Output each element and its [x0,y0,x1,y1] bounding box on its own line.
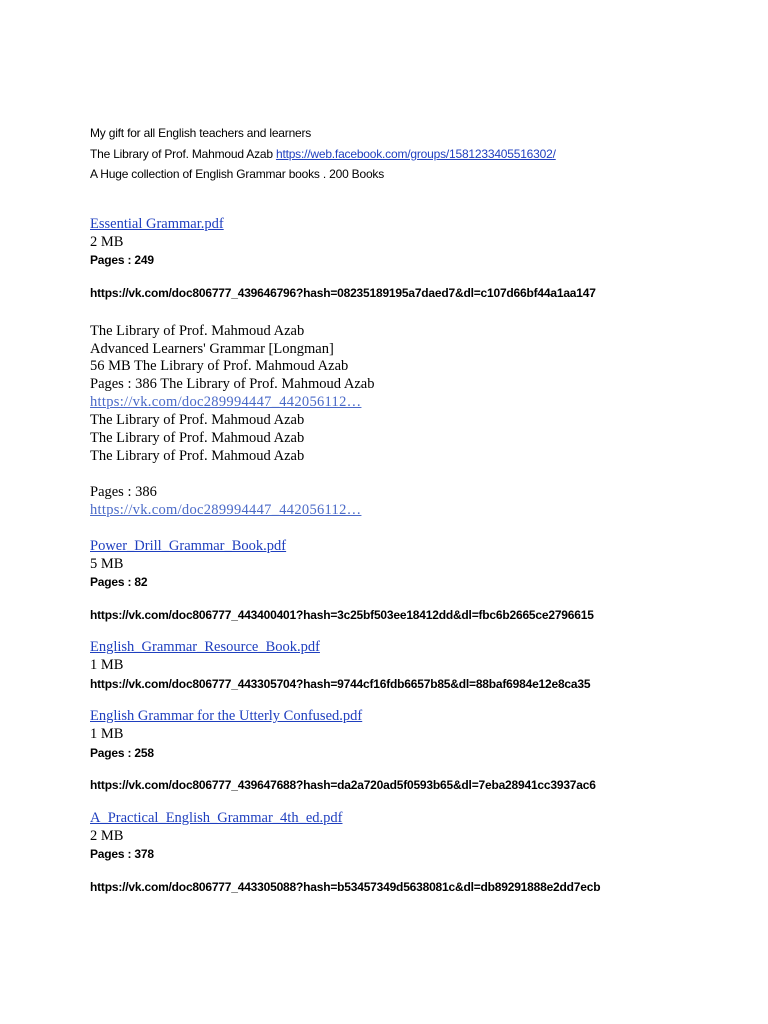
book-pages: Pages : 378 [90,847,154,861]
book-pages: Pages : 249 [90,253,154,267]
library-line: The Library of Prof. Mahmoud Azab [90,448,305,464]
longman-size-line: 56 MB The Library of Prof. Mahmoud Azab [90,358,349,374]
gift-line: My gift for all English teachers and learners [90,126,312,140]
longman-pages-repeat: Pages : 386 [90,484,157,500]
book-pages: Pages : 82 [90,575,148,589]
book-size: 1 MB [90,726,124,742]
collection-line: A Huge collection of English Grammar books . 200 Books [90,167,385,181]
library-line: The Library of Prof. Mahmoud Azab [90,323,305,339]
book-title-link[interactable]: Power_Drill_Grammar_Book.pdf [90,538,287,554]
truncated-vk-link[interactable]: https://vk.com/doc289994447_442056112… [90,394,362,410]
book-url[interactable]: https://vk.com/doc806777_443400401?hash=3c25bf503ee18412dd&dl=fbc6b2665ce2796615 [90,608,594,622]
book-size: 5 MB [90,556,124,572]
book-title-link[interactable]: English Grammar for the Utterly Confused.pdf [90,708,363,724]
book-url[interactable]: https://vk.com/doc806777_439646796?hash=08235189195a7daed7&dl=c107d66bf44a1aa147 [90,286,596,300]
library-line: The Library of Prof. Mahmoud Azab [90,412,305,428]
facebook-group-link[interactable]: https://web.facebook.com/groups/1581233405516302/ [275,147,556,161]
library-line: The Library of Prof. Mahmoud Azab [90,430,305,446]
book-size: 2 MB [90,234,124,250]
library-header-line [90,147,556,161]
longman-pages-line: Pages : 386 The Library of Prof. Mahmoud Azab [90,376,375,392]
book-url[interactable]: https://vk.com/doc806777_439647688?hash=da2a720ad5f0593b65&dl=7eba28941cc3937ac6 [90,778,596,792]
book-size: 1 MB [90,657,124,673]
book-title-link[interactable]: A_Practical_English_Grammar_4th_ed.pdf [90,810,343,826]
book-title-link[interactable]: Essential Grammar.pdf [90,216,224,232]
truncated-vk-link[interactable]: https://vk.com/doc289994447_442056112… [90,502,362,518]
book-size: 2 MB [90,828,124,844]
book-pages: Pages : 258 [90,746,154,760]
book-title-link[interactable]: English_Grammar_Resource_Book.pdf [90,639,320,655]
book-url[interactable]: https://vk.com/doc806777_443305704?hash=9744cf16fdb6657b85&dl=88baf6984e12e8ca35 [90,677,591,691]
longman-title: Advanced Learners' Grammar [Longman] [90,341,334,357]
book-url[interactable]: https://vk.com/doc806777_443305088?hash=b53457349d5638081c&dl=db89291888e2dd7ecb [90,880,601,894]
library-prefix: The Library of Prof. Mahmoud Azab [90,147,276,161]
